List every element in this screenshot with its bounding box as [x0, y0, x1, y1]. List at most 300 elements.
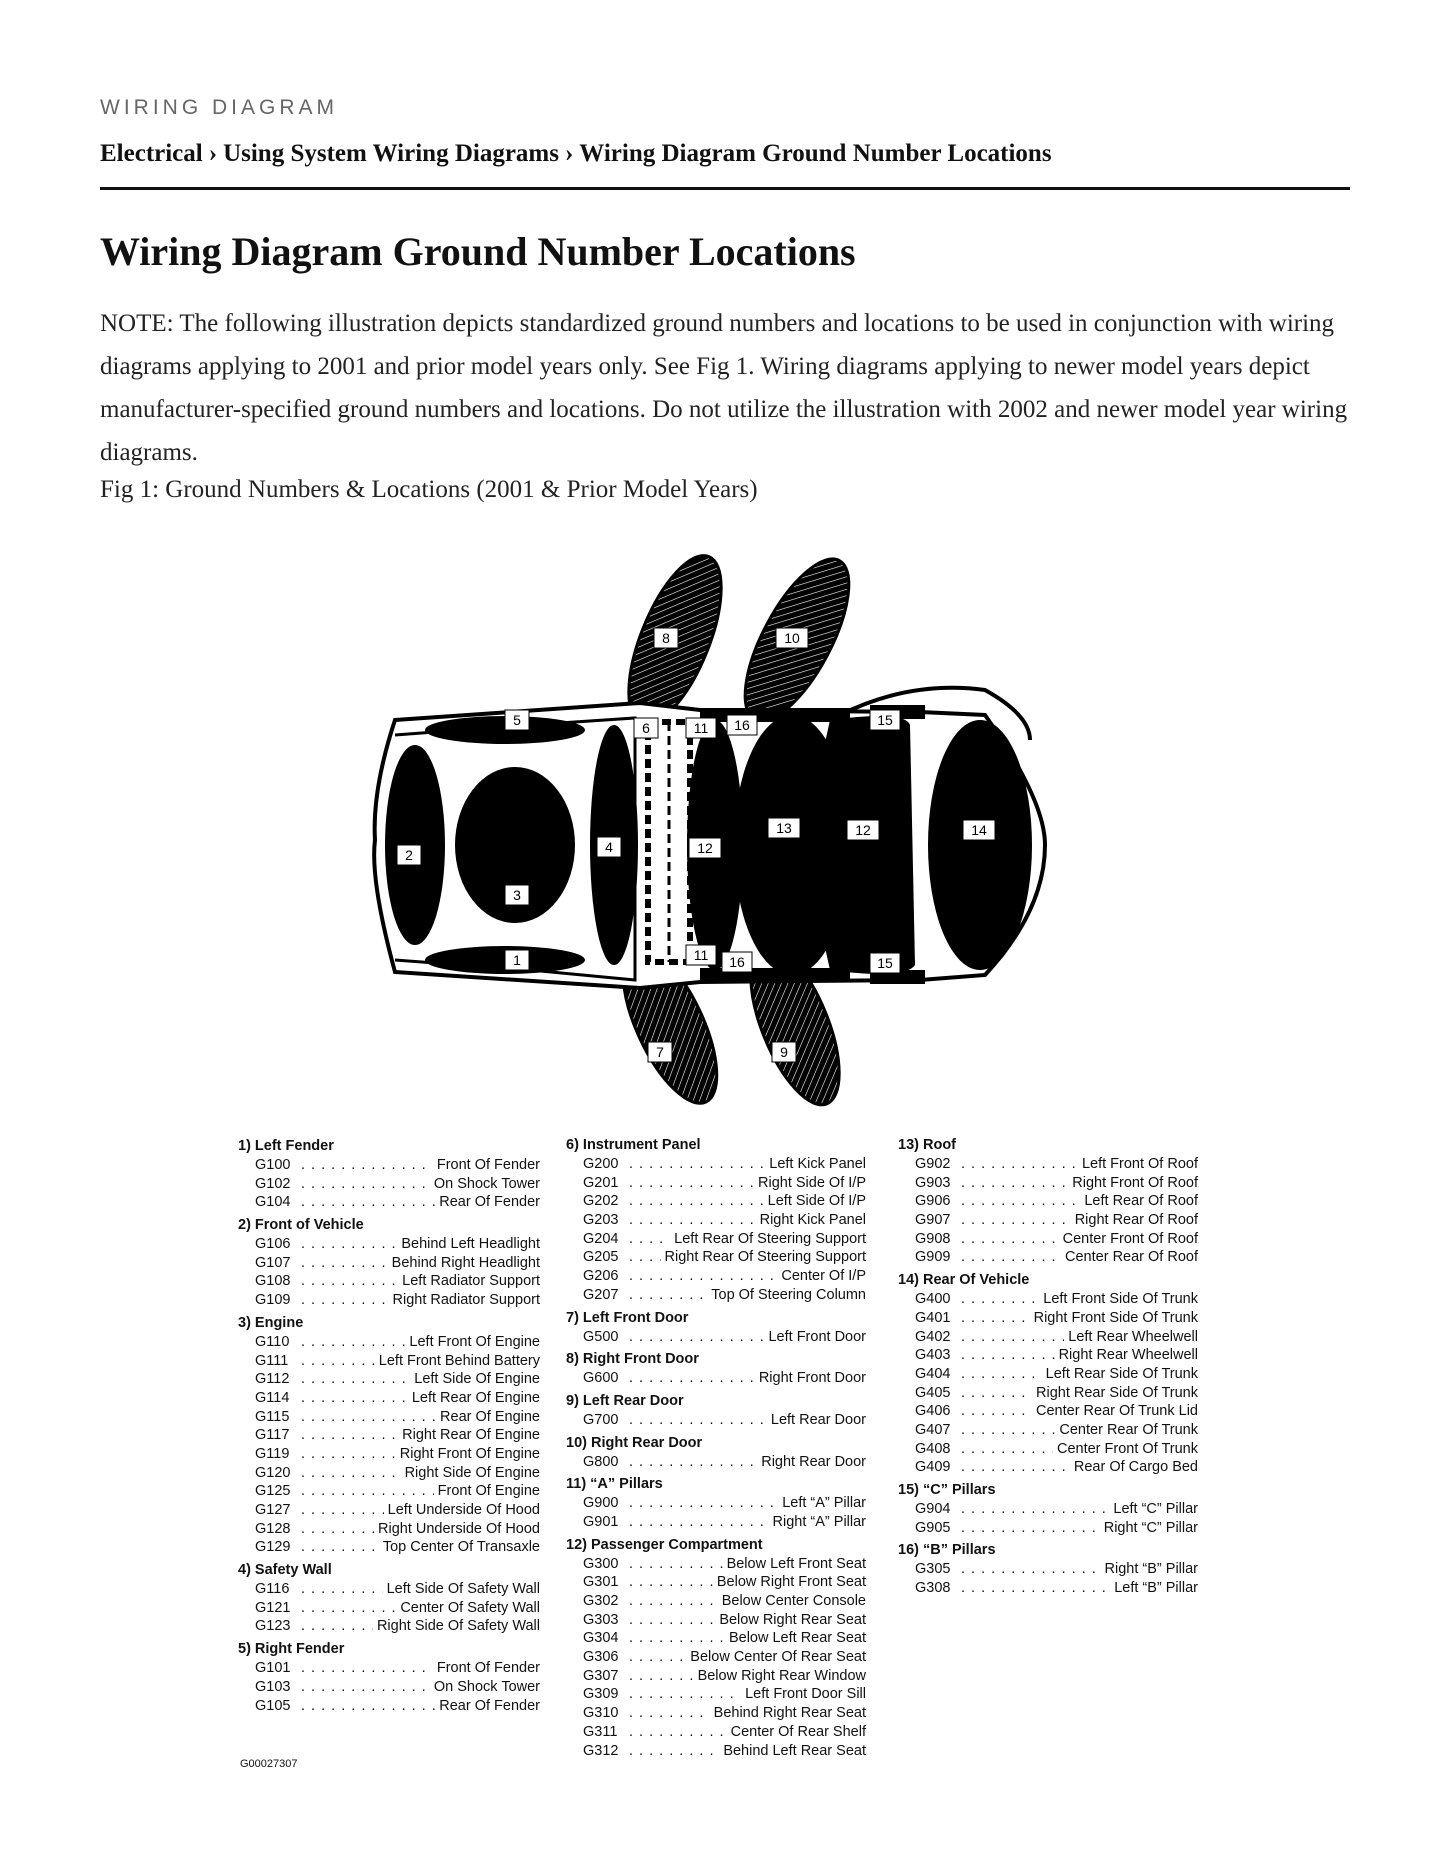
diagram-label-16-bottom [722, 952, 752, 972]
svg-text:4: 4 [605, 839, 613, 855]
diagram-label-11-top [686, 718, 716, 738]
legend-row [898, 1346, 1198, 1365]
legend-row [898, 1421, 1198, 1440]
legend-row [566, 1667, 866, 1686]
legend-row [238, 1538, 540, 1557]
ground-location: Below Center Console [721, 1593, 866, 1609]
ground-location: Front Of Fender [436, 1157, 540, 1173]
ground-location: Right Front Of Engine [399, 1445, 540, 1462]
leader-dots [629, 1592, 718, 1611]
legend-row [566, 1369, 866, 1388]
ground-location: Left Rear Side Of Trunk [1045, 1365, 1198, 1382]
leader-dots [961, 1402, 1032, 1421]
ground-code: G800 [583, 1453, 619, 1470]
ground-code: G128 [255, 1520, 291, 1537]
ground-code: G115 [255, 1408, 290, 1425]
ground-code: G127 [255, 1502, 291, 1518]
ground-location: Left Front Side Of Trunk [1043, 1291, 1198, 1308]
legend-group-title: 5) Right Fender [238, 1641, 345, 1658]
legend-row [238, 1426, 540, 1445]
ground-location: Left Front Of Engine [409, 1333, 540, 1350]
legend-row [566, 1494, 866, 1513]
legend-row [566, 1611, 866, 1630]
ground-code: G114 [255, 1389, 290, 1406]
ground-code: G200 [583, 1156, 619, 1172]
legend-group-title: 7) Left Front Door [566, 1309, 689, 1326]
ground-location: Center Rear Of Roof [1065, 1249, 1198, 1266]
ground-code: G125 [255, 1483, 291, 1500]
legend-row [898, 1211, 1198, 1230]
legend-row [238, 1389, 540, 1408]
legend-row [566, 1723, 866, 1742]
leader-dots [961, 1421, 1055, 1440]
diagram-label-3 [505, 885, 529, 905]
leader-dots [629, 1230, 670, 1249]
legend-row [566, 1328, 866, 1347]
ground-location: Top Of Steering Column [711, 1286, 866, 1303]
ground-code: G306 [583, 1649, 619, 1666]
leader-dots [961, 1579, 1110, 1598]
leader-dots [961, 1384, 1032, 1403]
leader-dots [301, 1333, 405, 1352]
legend-row [566, 1555, 866, 1574]
breadcrumb-item-electrical[interactable]: Electrical [100, 140, 203, 167]
ground-location: Center Of Rear Shelf [730, 1723, 866, 1740]
leader-dots [301, 1580, 383, 1599]
ground-location: Right Front Door [758, 1370, 866, 1387]
legend-row [898, 1309, 1198, 1328]
ground-location: Left Side Of Safety Wall [386, 1581, 540, 1598]
legend-row [898, 1440, 1198, 1459]
leader-dots [301, 1501, 384, 1520]
svg-text:12: 12 [697, 840, 713, 856]
legend-group-title: 12) Passenger Compartment [566, 1536, 763, 1553]
legend-row [238, 1697, 540, 1716]
ground-location: Rear Of Fender [439, 1194, 540, 1211]
leader-dots [629, 1155, 765, 1174]
breadcrumb-item-using-system-wiring-diagrams[interactable]: Using System Wiring Diagrams [223, 140, 559, 167]
legend-row [238, 1333, 540, 1352]
ground-code: G500 [583, 1328, 619, 1345]
ground-code: G405 [915, 1384, 951, 1401]
ground-location: Behind Left Headlight [401, 1236, 540, 1253]
ground-location: Right Rear Side Of Trunk [1036, 1384, 1198, 1401]
ground-code: G116 [255, 1581, 290, 1598]
legend-group-title: 4) Safety Wall [238, 1562, 332, 1579]
ground-code: G406 [915, 1403, 951, 1420]
legend-row [898, 1290, 1198, 1309]
leader-dots [629, 1211, 756, 1230]
leader-dots [629, 1648, 686, 1667]
ground-code: G304 [583, 1630, 619, 1647]
diagram-label-9 [772, 1042, 796, 1062]
legend-row [238, 1659, 540, 1678]
diagram-label-7 [648, 1042, 672, 1062]
breadcrumb-separator: › [208, 140, 218, 167]
ground-location: Right Kick Panel [759, 1212, 866, 1229]
legend-row [238, 1482, 540, 1501]
ground-location: Rear Of Fender [439, 1697, 540, 1714]
legend-group-title: 6) Instrument Panel [566, 1137, 701, 1153]
leader-dots [301, 1254, 388, 1273]
legend-row [566, 1573, 866, 1592]
ground-code: G407 [915, 1421, 951, 1438]
ground-location: Below Right Rear Window [697, 1667, 866, 1684]
ground-code: G310 [583, 1705, 619, 1722]
ground-code: G403 [915, 1347, 951, 1364]
legend-row [898, 1328, 1198, 1347]
legend-row [238, 1175, 540, 1194]
ground-location: Left Front Behind Battery [378, 1352, 540, 1369]
legend-row [238, 1408, 540, 1427]
ground-code: G908 [915, 1230, 951, 1247]
svg-text:15: 15 [877, 955, 893, 971]
legend-row [238, 1501, 540, 1520]
legend-row [898, 1500, 1198, 1519]
ground-code: G308 [915, 1580, 951, 1597]
ground-code: G600 [583, 1370, 619, 1387]
leader-dots [961, 1560, 1101, 1579]
leader-dots [301, 1426, 398, 1445]
legend-row [566, 1704, 866, 1723]
legend-row [898, 1402, 1198, 1421]
ground-code: G902 [915, 1156, 951, 1172]
leader-dots [961, 1458, 1070, 1477]
leader-dots [301, 1193, 435, 1212]
legend-row [238, 1445, 540, 1464]
ground-location: Right Side Of Safety Wall [376, 1618, 540, 1635]
figure-id: G00027307 [240, 1758, 298, 1770]
right-b-pillar [700, 708, 850, 722]
ground-location: Below Right Front Seat [716, 1574, 866, 1591]
legend-group-title: 3) Engine [238, 1314, 304, 1331]
ground-code: G204 [583, 1230, 619, 1247]
diagram-label-6 [634, 718, 658, 738]
leader-dots [961, 1290, 1039, 1309]
leader-dots [301, 1389, 408, 1408]
legend-row [238, 1617, 540, 1636]
diagram-label-10 [776, 628, 808, 648]
legend-row [238, 1235, 540, 1254]
ground-code: G302 [583, 1593, 619, 1609]
ground-location: Left Rear Door [770, 1411, 866, 1428]
svg-text:6: 6 [642, 720, 650, 736]
leader-dots [961, 1309, 1030, 1328]
leader-dots [961, 1230, 1059, 1249]
ground-location: Right Rear Of Steering Support [664, 1249, 866, 1266]
ground-code: G206 [583, 1268, 619, 1285]
ground-location: Behind Right Headlight [391, 1254, 540, 1271]
svg-text:12: 12 [855, 822, 871, 838]
diagram-label-5 [505, 710, 529, 730]
ground-location: Right Front Side Of Trunk [1033, 1309, 1198, 1326]
header-divider [100, 187, 1350, 190]
svg-text:15: 15 [877, 712, 893, 728]
note-paragraph: NOTE: The following illustration depicts standardized ground numbers and locations to be used in conjunction with wiring diagrams applying to 2001 and prior model years only. See Fig 1. Wiring diagrams applying to newer model years depict manufacturer-specified ground numbers and locations. Do not utilize the illustration with 2002 and newer model year wiring diagrams. [100, 310, 1348, 466]
ground-location: Left Side Of I/P [767, 1193, 866, 1210]
leader-dots [301, 1370, 410, 1389]
ground-location: Behind Left Rear Seat [723, 1742, 866, 1759]
ground-code: G309 [583, 1686, 619, 1703]
legend-row [566, 1592, 866, 1611]
legend-column-1 [238, 1133, 540, 1715]
legend-row [566, 1685, 866, 1704]
ground-code: G205 [583, 1249, 619, 1266]
legend-row [238, 1193, 540, 1212]
svg-text:2: 2 [405, 847, 413, 863]
ground-code: G106 [255, 1236, 291, 1253]
diagram-label-2 [397, 845, 421, 865]
leader-dots [961, 1174, 1068, 1193]
leader-dots [629, 1723, 727, 1742]
section-label: WIRING DIAGRAM [100, 96, 338, 119]
ground-code: G203 [583, 1212, 619, 1229]
leader-dots [629, 1494, 778, 1513]
legend-row [238, 1520, 540, 1539]
leader-dots [629, 1513, 769, 1532]
ground-location: Right Rear Of Roof [1074, 1212, 1198, 1229]
svg-text:16: 16 [734, 717, 750, 733]
ground-location: Right Rear Door [761, 1453, 866, 1470]
legend-group-title: 16) “B” Pillars [898, 1542, 996, 1559]
leader-dots [629, 1174, 754, 1193]
ground-location: Below Left Rear Seat [728, 1630, 866, 1647]
legend-row [566, 1267, 866, 1286]
legend-row [566, 1192, 866, 1211]
legend-group-title: 15) “C” Pillars [898, 1482, 996, 1498]
ground-code: G107 [255, 1254, 291, 1271]
ground-location: Left Rear Of Engine [411, 1389, 540, 1406]
breadcrumb-item-current: Wiring Diagram Ground Number Locations [579, 140, 1052, 167]
legend-group-title: 13) Roof [898, 1137, 956, 1153]
legend-group-title: 11) “A” Pillars [566, 1476, 663, 1493]
leader-dots [301, 1408, 436, 1427]
svg-text:8: 8 [662, 630, 670, 646]
ground-location: Right Front Of Roof [1072, 1174, 1198, 1191]
ground-code: G112 [255, 1371, 290, 1388]
legend-row [898, 1365, 1198, 1384]
legend-row [898, 1384, 1198, 1403]
svg-text:13: 13 [776, 820, 792, 836]
ground-code: G123 [255, 1618, 291, 1635]
ground-locations-figure [0, 540, 1445, 1790]
ground-location: Right Underside Of Hood [378, 1520, 540, 1537]
diagram-label-15-bottom [870, 953, 900, 973]
leader-dots [301, 1235, 397, 1254]
legend-row [898, 1579, 1198, 1598]
ground-location: Rear Of Engine [440, 1408, 540, 1425]
legend-row [566, 1742, 866, 1761]
legend-group-title: 9) Left Rear Door [566, 1392, 684, 1409]
svg-text:11: 11 [693, 720, 709, 736]
legend-row [238, 1352, 540, 1371]
leader-dots [301, 1464, 401, 1483]
ground-location: Right Side Of Engine [404, 1464, 540, 1481]
ground-location: Below Center Of Rear Seat [690, 1649, 866, 1666]
ground-location: Right “A” Pillar [772, 1513, 866, 1530]
leader-dots [961, 1346, 1055, 1365]
legend-row [238, 1599, 540, 1618]
svg-text:9: 9 [780, 1044, 788, 1060]
diagram-label-14 [963, 820, 995, 840]
legend-row [566, 1648, 866, 1667]
legend-row [238, 1272, 540, 1291]
ground-code: G312 [583, 1742, 619, 1759]
leader-dots [301, 1697, 435, 1716]
leader-dots [629, 1629, 725, 1648]
leader-dots [961, 1500, 1109, 1519]
leader-dots [629, 1248, 661, 1267]
ground-location: Below Right Rear Seat [719, 1611, 866, 1628]
leader-dots [961, 1365, 1042, 1384]
leader-dots [301, 1520, 374, 1539]
leader-dots [961, 1211, 1071, 1230]
ground-location: Left Side Of Engine [414, 1371, 540, 1388]
ground-code: G906 [915, 1193, 951, 1210]
legend-row [566, 1629, 866, 1648]
ground-code: G400 [915, 1291, 951, 1308]
legend-row [898, 1230, 1198, 1249]
ground-code: G404 [915, 1365, 951, 1382]
diagram-label-15-top [870, 710, 900, 730]
ground-location: Right Radiator Support [392, 1292, 540, 1309]
ground-code: G104 [255, 1194, 291, 1211]
legend-row [566, 1155, 866, 1174]
ground-code: G129 [255, 1539, 291, 1556]
ground-code: G305 [915, 1561, 951, 1578]
legend-row [898, 1174, 1198, 1193]
ground-location: Left Front Door [768, 1328, 866, 1345]
breadcrumb [100, 140, 1052, 168]
ground-code: G109 [255, 1292, 291, 1309]
leader-dots [629, 1667, 694, 1686]
ground-location: On Shock Tower [433, 1175, 540, 1192]
ground-code: G303 [583, 1611, 619, 1628]
leader-dots [301, 1538, 379, 1557]
legend-row [566, 1248, 866, 1267]
ground-code: G909 [915, 1249, 951, 1266]
leader-dots [629, 1555, 723, 1574]
ground-location: Left Front Door Sill [745, 1686, 866, 1703]
ground-code: G111 [255, 1352, 289, 1369]
ground-code: G102 [255, 1175, 291, 1192]
leader-dots [629, 1453, 757, 1472]
legend-row [238, 1580, 540, 1599]
ground-code: G907 [915, 1212, 951, 1229]
ground-code: G100 [255, 1157, 291, 1173]
diagram-label-4 [597, 837, 621, 857]
ground-code: G311 [583, 1723, 618, 1740]
svg-text:5: 5 [513, 712, 521, 728]
ground-code: G121 [255, 1599, 291, 1616]
ground-location: Center Rear Of Trunk [1059, 1421, 1198, 1438]
breadcrumb-separator: › [564, 140, 574, 167]
ground-location: Below Left Front Seat [726, 1555, 866, 1572]
ground-location: Left Rear Of Steering Support [674, 1230, 866, 1247]
leader-dots [629, 1286, 707, 1305]
ground-location: Left Radiator Support [402, 1273, 540, 1290]
legend-column-2 [566, 1132, 866, 1760]
ground-location: Right “B” Pillar [1104, 1561, 1198, 1578]
leader-dots [301, 1175, 430, 1194]
legend-group-title: 8) Right Front Door [566, 1351, 699, 1368]
ground-location: Center Of I/P [781, 1268, 866, 1285]
ground-location: Front Of Engine [437, 1483, 540, 1500]
ground-location: Left “C” Pillar [1113, 1501, 1198, 1517]
ground-location: Right Rear Wheelwell [1058, 1347, 1198, 1364]
leader-dots [629, 1742, 719, 1761]
ground-location: Center Rear Of Trunk Lid [1036, 1403, 1198, 1420]
leader-dots [629, 1704, 710, 1723]
legend-group-title: 10) Right Rear Door [566, 1434, 703, 1451]
leader-dots [629, 1267, 777, 1286]
ground-code: G401 [915, 1309, 951, 1326]
legend-row [898, 1248, 1198, 1267]
ground-code: G408 [915, 1440, 951, 1457]
ground-code: G700 [583, 1411, 619, 1428]
svg-text:11: 11 [693, 947, 709, 963]
legend-row [566, 1513, 866, 1532]
ground-location: Left Kick Panel [769, 1156, 866, 1172]
legend-row [898, 1560, 1198, 1579]
leader-dots [629, 1685, 741, 1704]
ground-code: G207 [583, 1286, 619, 1303]
legend-row [566, 1211, 866, 1230]
leader-dots [301, 1272, 398, 1291]
ground-code: G900 [583, 1495, 619, 1512]
ground-code: G101 [255, 1660, 291, 1677]
diagram-label-8 [654, 628, 678, 648]
legend-group-title: 2) Front of Vehicle [238, 1217, 364, 1234]
rear-of-vehicle-zone [928, 720, 1032, 970]
svg-text:3: 3 [513, 887, 521, 903]
diagram-label-11-bottom [686, 945, 716, 965]
leader-dots [301, 1617, 373, 1636]
legend-row [898, 1519, 1198, 1538]
leader-dots [301, 1678, 430, 1697]
ground-location: Top Center Of Transaxle [382, 1539, 540, 1556]
diagram-label-16-top [727, 715, 757, 735]
legend-row [238, 1370, 540, 1389]
ground-location: On Shock Tower [433, 1678, 540, 1695]
ground-location: Behind Right Rear Seat [713, 1705, 866, 1722]
legend-row [566, 1453, 866, 1472]
ground-location: Front Of Fender [436, 1660, 540, 1677]
ground-code: G108 [255, 1273, 291, 1290]
leader-dots [629, 1328, 764, 1347]
svg-text:14: 14 [971, 822, 987, 838]
legend-column-3 [898, 1132, 1198, 1598]
leader-dots [961, 1155, 1078, 1174]
legend-row [566, 1174, 866, 1193]
ground-code: G117 [255, 1427, 290, 1444]
ground-code: G409 [915, 1459, 951, 1476]
ground-code: G300 [583, 1555, 619, 1572]
diagram-label-13 [768, 818, 800, 838]
leader-dots [629, 1573, 713, 1592]
legend-row [566, 1286, 866, 1305]
leader-dots [301, 1352, 375, 1371]
svg-text:10: 10 [784, 630, 800, 646]
leader-dots [301, 1599, 396, 1618]
legend-row [238, 1464, 540, 1483]
ground-code: G120 [255, 1464, 291, 1481]
ground-code: G201 [583, 1174, 619, 1191]
diagram-label-1 [505, 950, 529, 970]
legend-row [566, 1230, 866, 1249]
legend-row [898, 1458, 1198, 1477]
ground-location: Left “B” Pillar [1114, 1580, 1198, 1597]
